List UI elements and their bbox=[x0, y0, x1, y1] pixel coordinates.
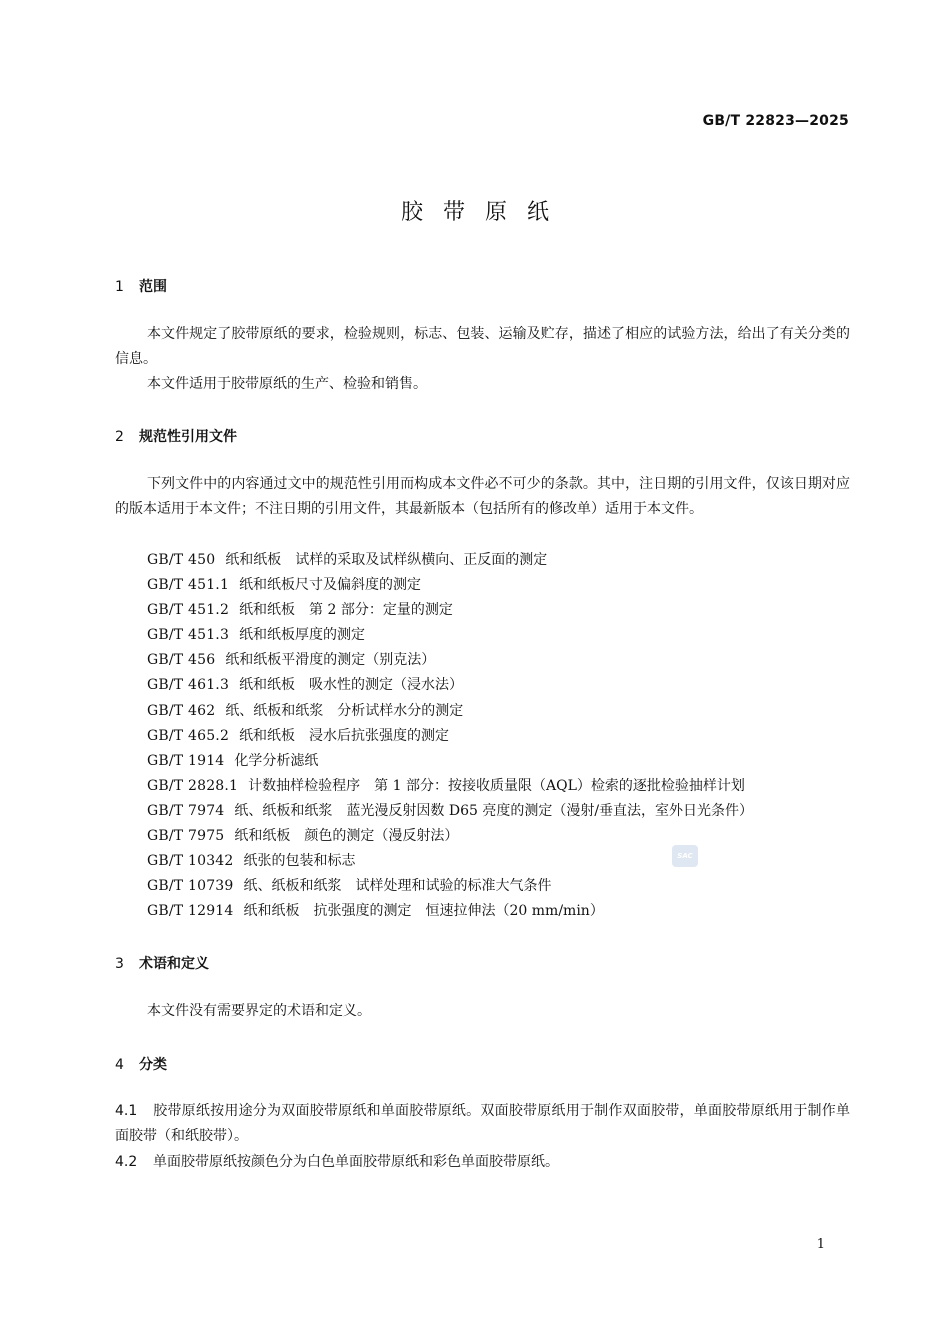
reference-title: 纸、纸板和纸浆 试样处理和试验的标准大气条件 bbox=[243, 878, 552, 895]
standard-number: GB/T 22823—2025 bbox=[702, 113, 849, 129]
reference-code: GB/T 451.1 bbox=[147, 577, 230, 594]
reference-code: GB/T 2828.1 bbox=[147, 777, 239, 794]
reference-code: GB/T 465.2 bbox=[147, 727, 230, 744]
reference-item bbox=[147, 749, 857, 774]
clause-number: 4.1 bbox=[115, 1103, 138, 1119]
reference-code: GB/T 451.2 bbox=[147, 602, 230, 619]
reference-title: 纸、纸板和纸浆 蓝光漫反射因数 D65 亮度的测定（漫射/垂直法，室外日光条件） bbox=[234, 802, 754, 819]
reference-title: 纸和纸板 颜色的测定（漫反射法） bbox=[234, 828, 459, 845]
section-number: 4 bbox=[115, 1057, 124, 1073]
section-title: 范围 bbox=[139, 279, 167, 295]
reference-title: 纸和纸板 吸水性的测定（浸水法） bbox=[239, 677, 464, 694]
clause-text: 单面胶带原纸按颜色分为白色单面胶带原纸和彩色单面胶带原纸。 bbox=[153, 1154, 559, 1170]
reference-code: GB/T 7974 bbox=[147, 802, 225, 819]
section-2-paragraph-1: 下列文件中的内容通过文中的规范性引用而构成本文件必不可少的条款。其中，注日期的引用文件，仅该日期对应的版本适用于本文件；不注日期的引用文件，其最新版本（包括所有的修改单）适用于本文件。 bbox=[115, 476, 850, 517]
reference-code: GB/T 451.3 bbox=[147, 627, 230, 644]
watermark-logo: SAC bbox=[672, 845, 698, 867]
reference-title: 纸和纸板尺寸及偏斜度的测定 bbox=[239, 577, 422, 594]
section-2-heading bbox=[115, 426, 237, 446]
section-3-paragraph-1: 本文件没有需要界定的术语和定义。 bbox=[147, 1003, 371, 1019]
reference-item bbox=[147, 874, 857, 899]
section-1-paragraph-2: 本文件适用于胶带原纸的生产、检验和销售。 bbox=[147, 376, 427, 392]
reference-code: GB/T 450 bbox=[147, 552, 216, 568]
reference-item bbox=[147, 623, 857, 648]
page-number: 1 bbox=[816, 1237, 825, 1252]
reference-title: 纸、纸板和纸浆 分析试样水分的测定 bbox=[225, 702, 464, 719]
reference-code: GB/T 456 bbox=[147, 652, 216, 669]
reference-code: GB/T 10342 bbox=[147, 853, 234, 870]
reference-code: GB/T 461.3 bbox=[147, 677, 230, 694]
clause-4-2 bbox=[115, 1150, 850, 1175]
reference-item bbox=[147, 824, 857, 849]
reference-item bbox=[147, 673, 857, 698]
reference-item bbox=[147, 699, 857, 724]
reference-title: 化学分析滤纸 bbox=[234, 752, 319, 769]
reference-item bbox=[147, 548, 857, 573]
normative-reference-list bbox=[147, 548, 857, 924]
reference-item bbox=[147, 899, 857, 924]
reference-item bbox=[147, 849, 857, 874]
section-title: 术语和定义 bbox=[139, 956, 209, 972]
reference-title: 纸和纸板 第 2 部分：定量的测定 bbox=[239, 602, 453, 619]
reference-item bbox=[147, 724, 857, 749]
reference-title: 纸张的包装和标志 bbox=[243, 853, 356, 870]
clause-4-1 bbox=[115, 1099, 850, 1149]
section-number: 3 bbox=[115, 956, 124, 972]
section-1-paragraph-1: 本文件规定了胶带原纸的要求，检验规则，标志、包装、运输及贮存，描述了相应的试验方法，给出了有关分类的信息。 bbox=[115, 326, 850, 367]
section-4-heading bbox=[115, 1054, 167, 1074]
reference-code: GB/T 462 bbox=[147, 702, 216, 719]
reference-code: GB/T 7975 bbox=[147, 828, 225, 845]
section-number: 1 bbox=[115, 279, 124, 295]
reference-title: 纸和纸板 试样的采取及试样纵横向、正反面的测定 bbox=[225, 552, 548, 568]
reference-title: 纸和纸板厚度的测定 bbox=[239, 627, 366, 644]
reference-item bbox=[147, 799, 857, 824]
reference-item bbox=[147, 774, 857, 799]
reference-title: 纸和纸板平滑度的测定（别克法） bbox=[225, 652, 436, 669]
section-number: 2 bbox=[115, 429, 124, 445]
reference-code: GB/T 10739 bbox=[147, 878, 234, 895]
reference-title: 纸和纸板 抗张强度的测定 恒速拉伸法（20 mm/min） bbox=[243, 903, 604, 920]
reference-title: 计数抽样检验程序 第 1 部分：按接收质量限（AQL）检索的逐批检验抽样计划 bbox=[248, 777, 745, 794]
section-title: 规范性引用文件 bbox=[139, 429, 237, 445]
reference-item bbox=[147, 598, 857, 623]
reference-title: 纸和纸板 浸水后抗张强度的测定 bbox=[239, 727, 450, 744]
reference-item bbox=[147, 648, 857, 673]
section-1-heading bbox=[115, 276, 167, 296]
section-title: 分类 bbox=[139, 1057, 167, 1073]
document-title: 胶带原纸 bbox=[400, 200, 569, 225]
reference-code: GB/T 12914 bbox=[147, 903, 234, 920]
section-3-heading bbox=[115, 953, 209, 973]
reference-item bbox=[147, 573, 857, 598]
clause-text: 胶带原纸按用途分为双面胶带原纸和单面胶带原纸。双面胶带原纸用于制作双面胶带，单面胶带原纸用于制作单面胶带（和纸胶带）。 bbox=[115, 1103, 850, 1144]
clause-number: 4.2 bbox=[115, 1154, 138, 1170]
reference-code: GB/T 1914 bbox=[147, 752, 225, 769]
